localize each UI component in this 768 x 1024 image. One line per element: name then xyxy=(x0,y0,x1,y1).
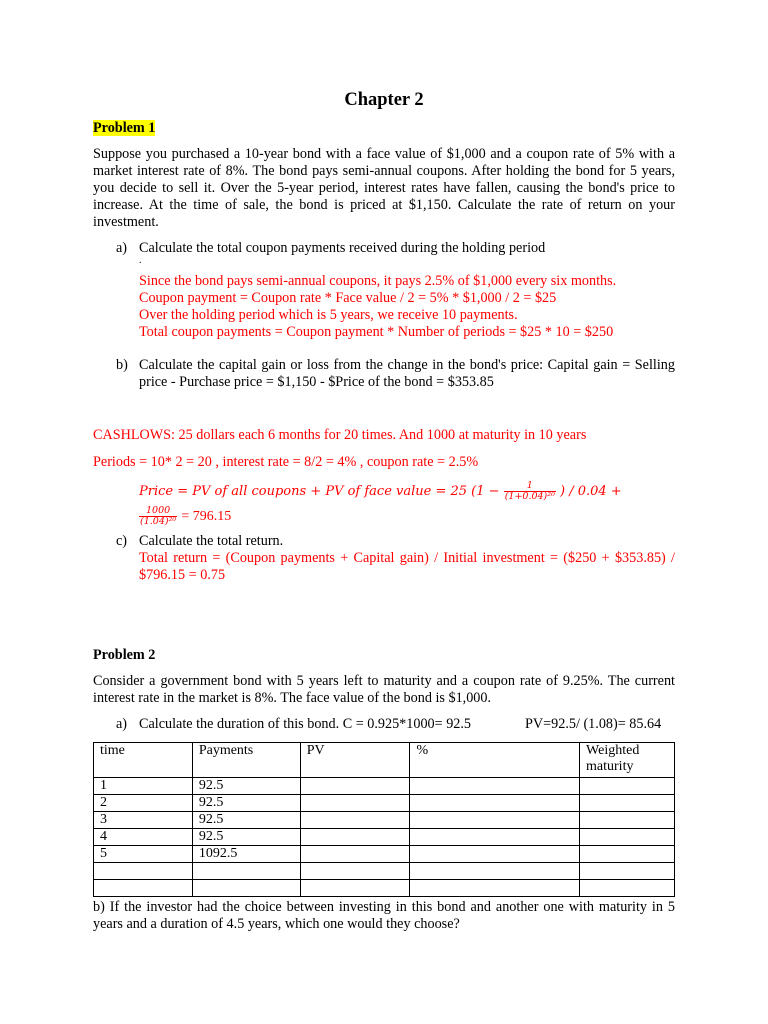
table-cell xyxy=(192,880,300,897)
table-cell xyxy=(410,863,580,880)
problem1-part-a-dot: . xyxy=(139,255,142,266)
periods-text: Periods = 10* 2 = 20 , interest rate = 8/2 = 4% , coupon rate = 2.5% xyxy=(93,454,479,470)
table-cell xyxy=(410,778,580,795)
table-cell xyxy=(192,863,300,880)
fraction-numerator: 1000 xyxy=(139,506,177,517)
table-cell: 92.5 xyxy=(192,778,300,795)
table-cell: 1092.5 xyxy=(192,846,300,863)
table-header-cell: time xyxy=(94,743,193,778)
problem1-part-c-question: Calculate the total return. xyxy=(139,533,284,549)
table-cell xyxy=(580,846,675,863)
table-header-cell: Payments xyxy=(192,743,300,778)
table-header-row xyxy=(94,743,675,778)
price-formula-line1 xyxy=(139,480,684,504)
formula-mid: ) / 0.04 + xyxy=(560,484,622,499)
answer-line: Over the holding period which is 5 years, we receive 10 payments. xyxy=(139,307,518,323)
problem2-part-a-text: Calculate the duration of this bond. C = 0.925*1000= 92.5 xyxy=(139,716,472,732)
fraction-numerator: 1 xyxy=(504,481,556,492)
answer-line: Coupon payment = Coupon rate * Face value / 2 = 5% * $1,000 / 2 = $25 xyxy=(139,290,557,306)
formula-fraction-2 xyxy=(139,506,177,527)
table-row xyxy=(94,812,675,829)
formula-result: = 796.15 xyxy=(181,509,232,524)
fraction-denominator: (1+0.04)²⁰ xyxy=(504,491,555,502)
problem1-heading-text: Problem 1 xyxy=(93,120,156,136)
problem1-part-c-answer: Total return = (Coupon payments + Capital gain) / Initial investment = ($250 + $353.85) / $796.15 = 0.75 xyxy=(139,550,675,583)
table-cell xyxy=(300,795,410,812)
formula-fraction-1 xyxy=(504,481,556,502)
table-cell: 5 xyxy=(94,846,193,863)
problem1-part-a-question: Calculate the total coupon payments received during the holding period xyxy=(139,240,546,256)
answer-line: Since the bond pays semi-annual coupons, it pays 2.5% of $1,000 every six months. xyxy=(139,273,617,289)
duration-table xyxy=(93,742,675,897)
table-row xyxy=(94,829,675,846)
problem1-part-b-label: b) xyxy=(116,357,128,373)
problem1-heading xyxy=(93,120,155,137)
problem1-part-b-question: Calculate the capital gain or loss from the change in the bond's price: Capital gain = Selling price - Purchase price = $1,150 - $Price of the bond = $353.85 xyxy=(139,357,675,390)
problem1-part-a-answer xyxy=(139,273,684,341)
table-cell xyxy=(580,812,675,829)
problem2-part-b-text: b) If the investor had the choice between investing in this bond and another one with maturity in 5 years and a duration of 4.5 years, which one would they choose? xyxy=(93,899,675,932)
table-cell xyxy=(580,829,675,846)
table-cell xyxy=(580,880,675,897)
table-row xyxy=(94,863,675,880)
table-row xyxy=(94,778,675,795)
cashflows-text: CASHLOWS: 25 dollars each 6 months for 20 times. And 1000 at maturity in 10 years xyxy=(93,427,587,443)
table-cell: 2 xyxy=(94,795,193,812)
table-cell xyxy=(410,812,580,829)
table-cell xyxy=(300,829,410,846)
table-cell xyxy=(580,863,675,880)
table-cell xyxy=(94,880,193,897)
table-cell xyxy=(300,863,410,880)
problem1-part-c-label: c) xyxy=(116,533,128,549)
problem2-heading: Problem 2 xyxy=(93,647,156,663)
price-formula-line2 xyxy=(139,504,231,530)
page-title: Chapter 2 xyxy=(344,90,424,110)
table-cell xyxy=(300,846,410,863)
table-header-cell: Weighted maturity xyxy=(580,743,675,778)
table-cell xyxy=(410,795,580,812)
duration-table-body xyxy=(94,743,675,897)
table-cell xyxy=(580,795,675,812)
answer-line: Total coupon payments = Coupon payment * Number of periods = $25 * 10 = $250 xyxy=(139,324,614,340)
table-header-cell: PV xyxy=(300,743,410,778)
table-header-cell: % xyxy=(410,743,580,778)
table-cell xyxy=(410,846,580,863)
fraction-denominator: (1.04)²⁰ xyxy=(140,516,177,527)
problem2-part-a-pv: PV=92.5/ (1.08)= 85.64 xyxy=(525,716,662,732)
table-cell xyxy=(94,863,193,880)
table-row xyxy=(94,846,675,863)
problem2-part-a-label: a) xyxy=(116,716,128,732)
table-row xyxy=(94,795,675,812)
table-cell xyxy=(300,778,410,795)
table-cell: 4 xyxy=(94,829,193,846)
table-cell: 1 xyxy=(94,778,193,795)
table-cell: 3 xyxy=(94,812,193,829)
table-row xyxy=(94,880,675,897)
table-cell xyxy=(410,880,580,897)
problem1-intro: Suppose you purchased a 10-year bond with a face value of $1,000 and a coupon rate of 5% with a market interest rate of 8%. The bond pays semi-annual coupons. After holding the bond for 5 years, you decide to sell it. Over the 5-year period, interest rates have fallen, causing the bond's price to increase. At the time of sale, the bond is priced at $1,150. Calculate the rate of return on your investment. xyxy=(93,146,675,230)
table-cell xyxy=(300,880,410,897)
table-cell xyxy=(300,812,410,829)
problem2-intro: Consider a government bond with 5 years left to maturity and a coupon rate of 9.25%. The current interest rate in the market is 8%. The face value of the bond is $1,000. xyxy=(93,673,675,706)
table-cell: 92.5 xyxy=(192,795,300,812)
problem1-part-a-label: a) xyxy=(116,240,128,256)
table-cell: 92.5 xyxy=(192,829,300,846)
table-cell: 92.5 xyxy=(192,812,300,829)
table-cell xyxy=(580,778,675,795)
table-cell xyxy=(410,829,580,846)
formula-lhs: Price = PV of all coupons + PV of face value = 25 (1 − xyxy=(139,484,500,499)
